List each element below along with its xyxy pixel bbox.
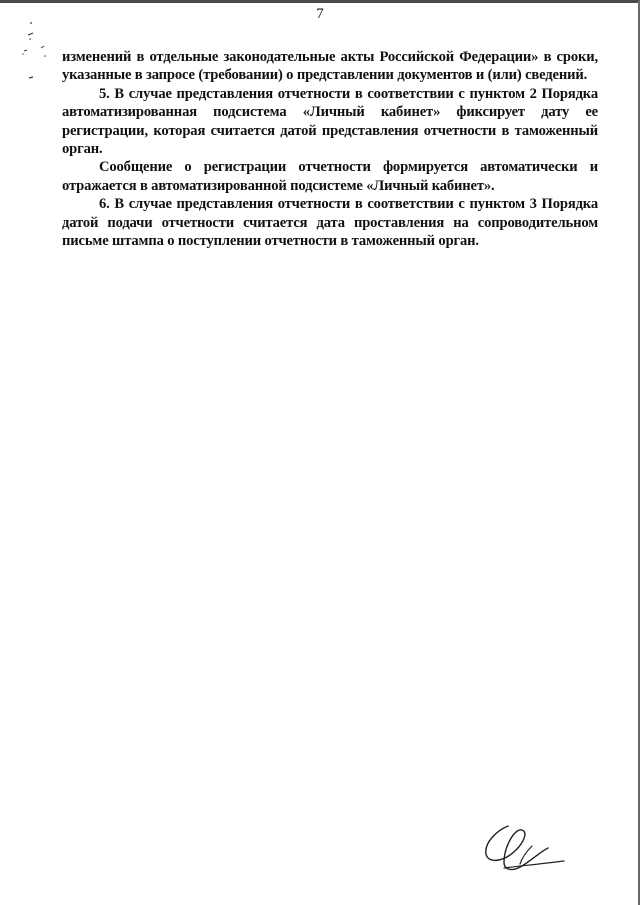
- page-number: 7: [316, 6, 324, 22]
- document-body: [62, 48, 598, 250]
- signature-icon: [474, 818, 570, 882]
- scan-specks-icon: [20, 20, 60, 90]
- paragraph-continuation: изменений в отдельные законодательные акты Российской Федерации» в сроки, указанные в запросе (требовании) о представлении документов и (или) сведений.: [62, 49, 598, 84]
- paragraph-item-5: 5. В случае представления отчетности в соответствии с пунктом 2 Порядка автоматизированная подсистема «Личный кабинет» фиксирует дату ее регистрации, которая считается датой представления отчетности в таможенный орган.: [62, 85, 598, 158]
- paragraph-item-6: 6. В случае представления отчетности в соответствии с пунктом 3 Порядка датой подачи отчетности считается дата проставления на сопроводительном письме штампа о поступлении отчетности в таможенный орган.: [62, 196, 598, 250]
- paragraph-registration-message: Сообщение о регистрации отчетности формируется автоматически и отражается в автоматизированной подсистеме «Личный кабинет».: [62, 159, 598, 194]
- scan-top-edge: [0, 0, 640, 3]
